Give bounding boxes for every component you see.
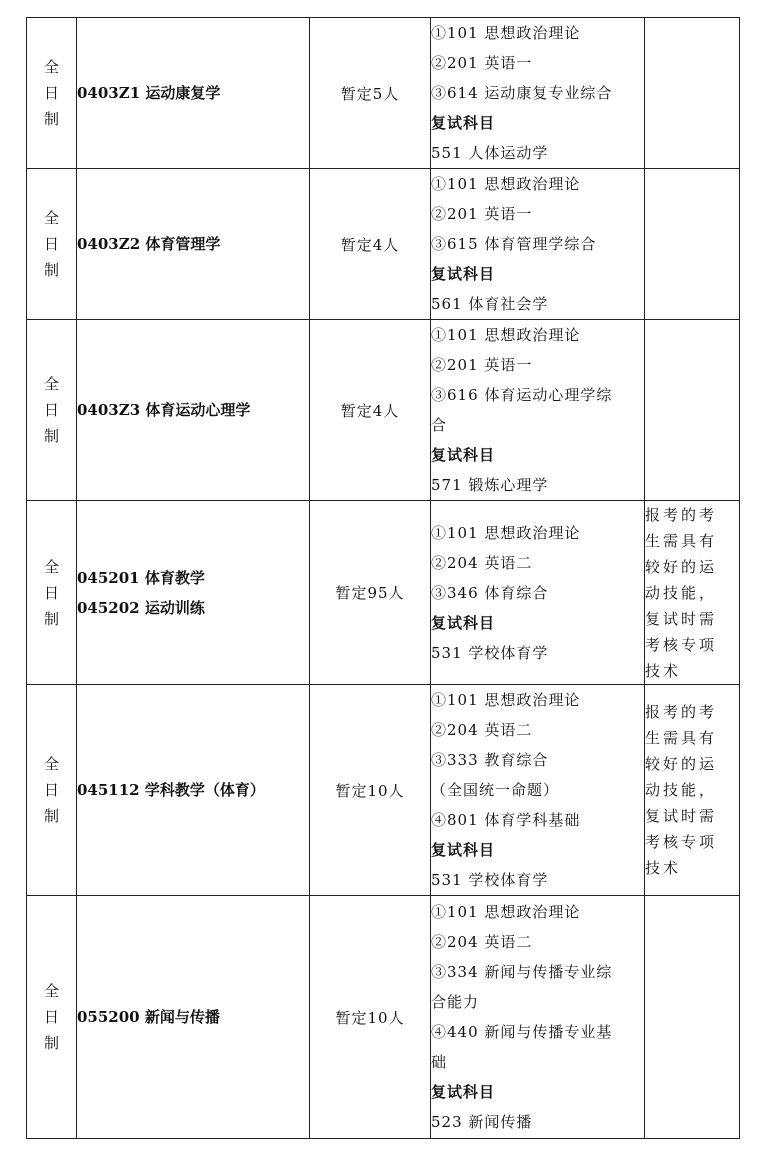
exam-subject: ③616 体育运动心理学综 <box>431 386 613 404</box>
major-name: 045202 运动训练 <box>77 598 205 617</box>
exam-subject: ①101 思想政治理论 <box>431 523 581 542</box>
remark-line: 考核专项 <box>645 833 718 851</box>
exam-subject: ①101 思想政治理论 <box>431 326 581 344</box>
table-row <box>27 18 740 169</box>
major-cell <box>77 18 310 169</box>
exam-subjects-cell <box>431 320 645 501</box>
retest-subject: 531 学校体育学 <box>431 643 549 662</box>
study-mode-char: 制 <box>43 110 59 128</box>
study-mode-char: 制 <box>43 261 59 279</box>
major-name: 045201 体育教学 <box>77 568 205 587</box>
study-mode-char: 全 <box>43 209 59 227</box>
remark-cell <box>645 18 740 169</box>
study-mode-char: 制 <box>43 807 59 825</box>
exam-subject: ①101 思想政治理论 <box>431 175 581 193</box>
exam-subjects-cell <box>431 501 645 685</box>
admissions-table <box>26 17 740 1139</box>
retest-label: 复试科目 <box>431 613 496 632</box>
exam-subject: ③333 教育综合 <box>431 751 549 769</box>
exam-subject: ③615 体育管理学综合 <box>431 235 597 253</box>
table-row <box>27 320 740 501</box>
major-cell <box>77 320 310 501</box>
exam-subject: ②204 英语二 <box>431 553 533 572</box>
study-mode-cell <box>27 501 77 685</box>
major-name: 055200 新闻与传播 <box>77 1008 220 1026</box>
major-cell <box>77 896 310 1139</box>
remark-line: 技术 <box>645 859 682 877</box>
remark-cell <box>645 501 740 685</box>
major-name: 045112 学科教学（体育） <box>77 781 265 799</box>
retest-label: 复试科目 <box>431 841 496 859</box>
exam-subject: （全国统一命题） <box>431 781 560 799</box>
study-mode-char: 制 <box>43 1034 59 1052</box>
quota-cell: 暂定4人 <box>310 320 431 501</box>
quota-cell: 暂定5人 <box>310 18 431 169</box>
exam-subject: 合能力 <box>431 993 480 1011</box>
quota-cell: 暂定10人 <box>310 685 431 896</box>
exam-subjects-cell <box>431 896 645 1139</box>
study-mode-char: 全 <box>43 982 59 1000</box>
study-mode-char: 制 <box>43 427 59 445</box>
study-mode-cell <box>27 18 77 169</box>
retest-subject: 551 人体运动学 <box>431 144 549 162</box>
remark-line: 动技能， <box>645 583 718 602</box>
study-mode-char: 日 <box>43 1008 59 1026</box>
major-cell <box>77 169 310 320</box>
retest-subject: 561 体育社会学 <box>431 295 549 313</box>
study-mode-char: 制 <box>43 609 59 628</box>
remark-cell <box>645 320 740 501</box>
major-name: 0403Z1 运动康复学 <box>77 84 221 102</box>
exam-subjects-cell <box>431 685 645 896</box>
quota-cell: 暂定10人 <box>310 896 431 1139</box>
study-mode-char: 日 <box>43 781 59 799</box>
study-mode-char: 日 <box>43 84 59 102</box>
exam-subject: ②204 英语二 <box>431 721 533 739</box>
table-row <box>27 685 740 896</box>
remark-line: 复试时需 <box>645 609 718 628</box>
remark-line: 考核专项 <box>645 635 718 654</box>
exam-subjects-cell <box>431 18 645 169</box>
study-mode-char: 日 <box>43 401 59 419</box>
exam-subject: ①101 思想政治理论 <box>431 903 581 921</box>
remark-line: 动技能， <box>645 781 718 799</box>
retest-subject: 523 新闻传播 <box>431 1113 533 1131</box>
table-body <box>27 18 740 1139</box>
exam-subject: ③334 新闻与传播专业综 <box>431 963 613 981</box>
exam-subject: ②201 英语一 <box>431 205 533 223</box>
table-row <box>27 501 740 685</box>
major-name: 0403Z3 体育运动心理学 <box>77 401 251 419</box>
exam-subject: 合 <box>431 416 448 434</box>
major-cell <box>77 685 310 896</box>
quota-cell: 暂定95人 <box>310 501 431 685</box>
study-mode-cell <box>27 896 77 1139</box>
study-mode-char: 日 <box>43 235 59 253</box>
study-mode-char: 全 <box>43 375 59 393</box>
retest-subject: 531 学校体育学 <box>431 871 549 889</box>
table-row <box>27 169 740 320</box>
exam-subject: ④440 新闻与传播专业基 <box>431 1023 613 1041</box>
remark-line: 复试时需 <box>645 807 718 825</box>
exam-subject: ②204 英语二 <box>431 933 533 951</box>
exam-subject: ②201 英语一 <box>431 54 533 72</box>
exam-subjects-cell <box>431 169 645 320</box>
remark-line: 生需具有 <box>645 531 718 550</box>
remark-cell <box>645 169 740 320</box>
study-mode-cell <box>27 320 77 501</box>
exam-subject: ②201 英语一 <box>431 356 533 374</box>
major-name: 0403Z2 体育管理学 <box>77 235 221 253</box>
study-mode-cell <box>27 169 77 320</box>
major-cell <box>77 501 310 685</box>
retest-label: 复试科目 <box>431 446 496 464</box>
retest-label: 复试科目 <box>431 265 496 283</box>
retest-label: 复试科目 <box>431 114 496 132</box>
remark-line: 报考的考 <box>645 505 718 524</box>
retest-subject: 571 锻炼心理学 <box>431 476 549 494</box>
remark-cell <box>645 685 740 896</box>
study-mode-char: 日 <box>43 583 59 602</box>
exam-subject: ③614 运动康复专业综合 <box>431 84 613 102</box>
study-mode-char: 全 <box>43 557 59 576</box>
exam-subject: ①101 思想政治理论 <box>431 24 581 42</box>
remark-line: 较好的运 <box>645 557 718 576</box>
exam-subject: ③346 体育综合 <box>431 583 549 602</box>
remark-line: 报考的考 <box>645 703 718 721</box>
remark-line: 较好的运 <box>645 755 718 773</box>
quota-cell: 暂定4人 <box>310 169 431 320</box>
exam-subject: ④801 体育学科基础 <box>431 811 581 829</box>
retest-label: 复试科目 <box>431 1083 496 1101</box>
remark-cell <box>645 896 740 1139</box>
exam-subject: ①101 思想政治理论 <box>431 691 581 709</box>
study-mode-cell <box>27 685 77 896</box>
study-mode-char: 全 <box>43 755 59 773</box>
remark-line: 生需具有 <box>645 729 718 747</box>
study-mode-char: 全 <box>43 58 59 76</box>
table-row <box>27 896 740 1139</box>
exam-subject: 础 <box>431 1053 448 1071</box>
remark-line: 技术 <box>645 661 682 680</box>
